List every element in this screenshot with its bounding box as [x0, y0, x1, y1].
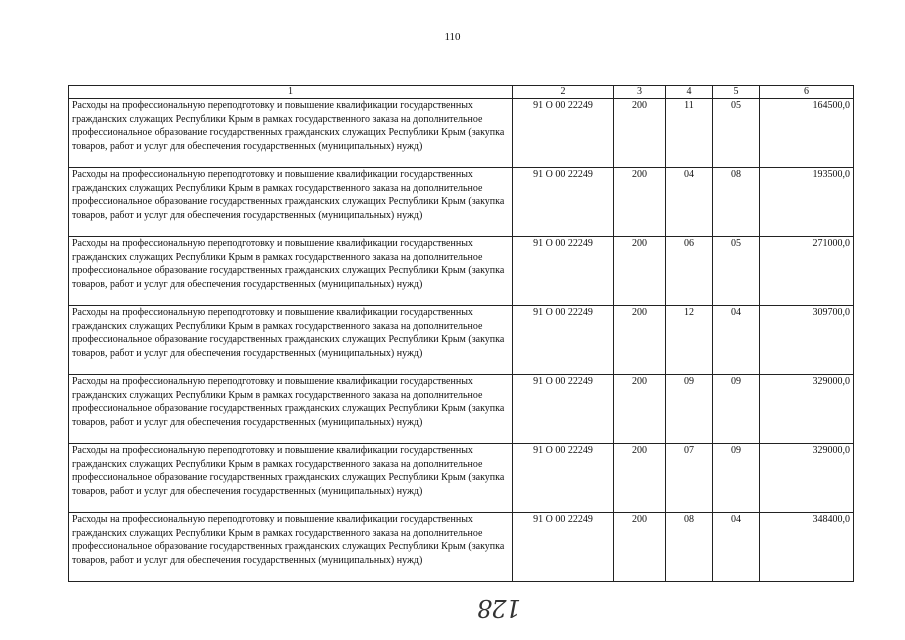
- column-header-5: 5: [713, 86, 760, 99]
- row-amount: 329000,0: [760, 444, 854, 513]
- row-amount: 271000,0: [760, 237, 854, 306]
- row-amount: 329000,0: [760, 375, 854, 444]
- row-expense-type: 200: [614, 306, 666, 375]
- row-subsection: 05: [713, 237, 760, 306]
- row-subsection: 04: [713, 306, 760, 375]
- column-header-2: 2: [513, 86, 614, 99]
- table-row: [69, 306, 854, 375]
- row-expense-type: 200: [614, 444, 666, 513]
- row-amount: 193500,0: [760, 168, 854, 237]
- row-description: Расходы на профессиональную переподготовку и повышение квалификации государственных гражданских служащих Республики Крым в рамках государственного заказа на дополнительное профессиональное образование государственных гражданских служащих Республики Крым (закупка товаров, работ и услуг для обеспечения государственных (муниципальных) нужд): [69, 444, 513, 513]
- row-target-code: 91 О 00 22249: [513, 444, 614, 513]
- row-description: Расходы на профессиональную переподготовку и повышение квалификации государственных гражданских служащих Республики Крым в рамках государственного заказа на дополнительное профессиональное образование государственных гражданских служащих Республики Крым (закупка товаров, работ и услуг для обеспечения государственных (муниципальных) нужд): [69, 513, 513, 582]
- column-header-4: 4: [666, 86, 713, 99]
- row-expense-type: 200: [614, 99, 666, 168]
- row-expense-type: 200: [614, 375, 666, 444]
- row-section: 09: [666, 375, 713, 444]
- header-row: [69, 86, 854, 99]
- row-description: Расходы на профессиональную переподготовку и повышение квалификации государственных гражданских служащих Республики Крым в рамках государственного заказа на дополнительное профессиональное образование государственных гражданских служащих Республики Крым (закупка товаров, работ и услуг для обеспечения государственных (муниципальных) нужд): [69, 237, 513, 306]
- row-section: 04: [666, 168, 713, 237]
- table-row: [69, 513, 854, 582]
- row-section: 06: [666, 237, 713, 306]
- table-row: [69, 168, 854, 237]
- row-section: 08: [666, 513, 713, 582]
- row-description: Расходы на профессиональную переподготовку и повышение квалификации государственных гражданских служащих Республики Крым в рамках государственного заказа на дополнительное профессиональное образование государственных гражданских служащих Республики Крым (закупка товаров, работ и услуг для обеспечения государственных (муниципальных) нужд): [69, 306, 513, 375]
- row-target-code: 91 О 00 22249: [513, 99, 614, 168]
- row-section: 07: [666, 444, 713, 513]
- table-row: [69, 375, 854, 444]
- column-header-6: 6: [760, 86, 854, 99]
- row-expense-type: 200: [614, 237, 666, 306]
- row-amount: 309700,0: [760, 306, 854, 375]
- row-description: Расходы на профессиональную переподготовку и повышение квалификации государственных гражданских служащих Республики Крым в рамках государственного заказа на дополнительное профессиональное образование государственных гражданских служащих Республики Крым (закупка товаров, работ и услуг для обеспечения государственных (муниципальных) нужд): [69, 375, 513, 444]
- row-amount: 164500,0: [760, 99, 854, 168]
- row-description: Расходы на профессиональную переподготовку и повышение квалификации государственных гражданских служащих Республики Крым в рамках государственного заказа на дополнительное профессиональное образование государственных гражданских служащих Республики Крым (закупка товаров, работ и услуг для обеспечения государственных (муниципальных) нужд): [69, 168, 513, 237]
- budget-table: [68, 85, 854, 582]
- row-subsection: 09: [713, 444, 760, 513]
- row-target-code: 91 О 00 22249: [513, 168, 614, 237]
- row-subsection: 08: [713, 168, 760, 237]
- table-row: [69, 444, 854, 513]
- row-target-code: 91 О 00 22249: [513, 513, 614, 582]
- table-row: [69, 99, 854, 168]
- table-header: [69, 86, 854, 99]
- column-header-1: 1: [69, 86, 513, 99]
- row-target-code: 91 О 00 22249: [513, 306, 614, 375]
- row-target-code: 91 О 00 22249: [513, 237, 614, 306]
- row-subsection: 05: [713, 99, 760, 168]
- table-body: [69, 99, 854, 582]
- row-subsection: 04: [713, 513, 760, 582]
- row-description: Расходы на профессиональную переподготовку и повышение квалификации государственных гражданских служащих Республики Крым в рамках государственного заказа на дополнительное профессиональное образование государственных гражданских служащих Республики Крым (закупка товаров, работ и услуг для обеспечения государственных (муниципальных) нужд): [69, 99, 513, 168]
- row-section: 11: [666, 99, 713, 168]
- handwritten-page-number: 128: [478, 594, 521, 622]
- row-expense-type: 200: [614, 513, 666, 582]
- row-amount: 348400,0: [760, 513, 854, 582]
- page-number: 110: [444, 31, 461, 43]
- row-target-code: 91 О 00 22249: [513, 375, 614, 444]
- table-row: [69, 237, 854, 306]
- column-header-3: 3: [614, 86, 666, 99]
- row-section: 12: [666, 306, 713, 375]
- row-expense-type: 200: [614, 168, 666, 237]
- row-subsection: 09: [713, 375, 760, 444]
